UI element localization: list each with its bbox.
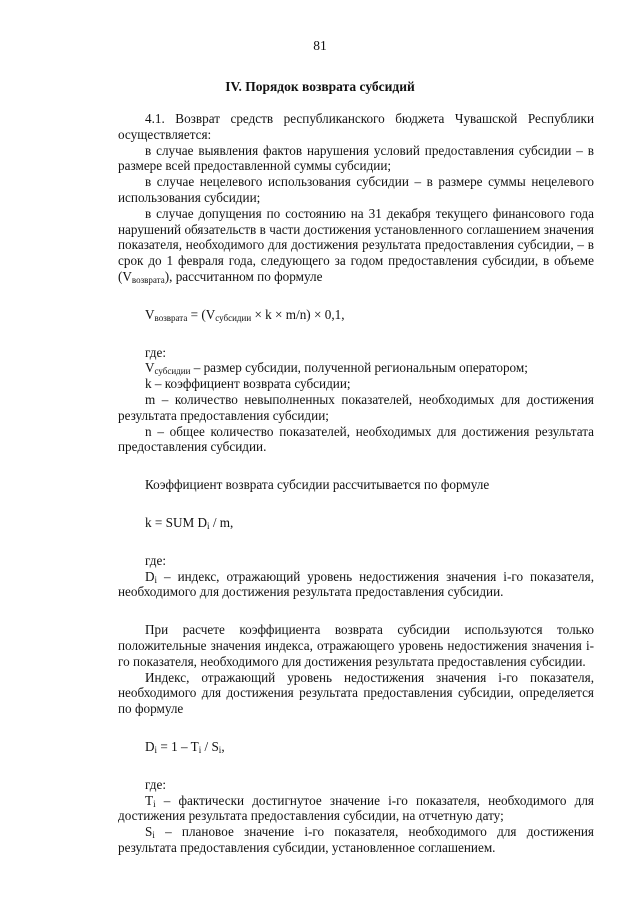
where-label-3: где:: [145, 776, 166, 792]
page-number: 81: [313, 38, 327, 53]
section-heading: IV. Порядок возврата субсидий: [225, 79, 415, 94]
definition-v-subsidy: $V_{субсидии}$ – размер субсидии, полученной региональным оператором;: [145, 360, 528, 377]
definition-k: k – коэффициент возврата субсидии;: [145, 376, 351, 392]
definition-d: $D_i$ – индекс, отражающий уровень недостижения значения i-го показателя, необходимого для достижения результата предоставления субсидии.: [118, 568, 594, 600]
definition-m: m – количество невыполненных показателей, необходимых для достижения результата предоставления субсидии;: [118, 391, 594, 423]
where-label-2: где:: [145, 552, 166, 568]
document-body: [118, 111, 594, 856]
paragraph-obligation-case: в случае допущения по состоянию на 31 декабря текущего финансового года нарушений обязательств в части достижения установленного соглашением значения показателя, необходимого для достижения результата предоставления субсидии, – в срок до 1 февраля года, следующего за годом предоставления субсидии, в объеме $(V_{возврата})$, рассчитанном по формуле: [118, 205, 594, 285]
formula-coefficient: k = SUM $D_i$ / m,: [145, 514, 234, 531]
paragraph-index-definition: Индекс, отражающий уровень недостижения значения i-го показателя, необходимого для достижения результата предоставления субсидии, определяется по формуле: [118, 669, 594, 717]
where-label-1: где:: [145, 344, 166, 360]
coefficient-intro: Коэффициент возврата субсидии рассчитывается по формуле: [145, 477, 490, 493]
formula-index: $D_i = 1 - T_i / S_i$,: [145, 738, 225, 755]
paragraph-misuse-case: в случае нецелевого использования субсидии – в размере суммы нецелевого использования субсидии;: [118, 174, 594, 205]
definition-n: n – общее количество показателей, необходимых для достижения результата предоставления субсидии.: [118, 423, 594, 455]
paragraph-return-intro: 4.1. Возврат средств республиканского бюджета Чувашской Республики осуществляется:: [118, 111, 594, 142]
definition-s: $S_i$ – плановое значение i-го показателя, необходимого для достижения результата предоставления субсидии, установленное соглашением.: [118, 824, 594, 855]
formula-return-volume: $V_{возврата} = (V_{субсидии} \times k \times m/n) \times 0,1$,: [145, 306, 345, 323]
paragraph-violation-case: в случае выявления фактов нарушения условий предоставления субсидии – в размере всей предоставленной суммы субсидии;: [118, 142, 594, 174]
definition-t: $T_i$ – фактически достигнутое значение i-го показателя, необходимого для достижения результата предоставления субсидии, на отчетную дату;: [118, 792, 594, 824]
paragraph-positive-values: При расчете коэффициента возврата субсидии используются только положительные значения индекса, отражающего уровень недостижения значения i-го показателя, необходимого для достижения результата предоставления субсидии.: [118, 622, 594, 669]
